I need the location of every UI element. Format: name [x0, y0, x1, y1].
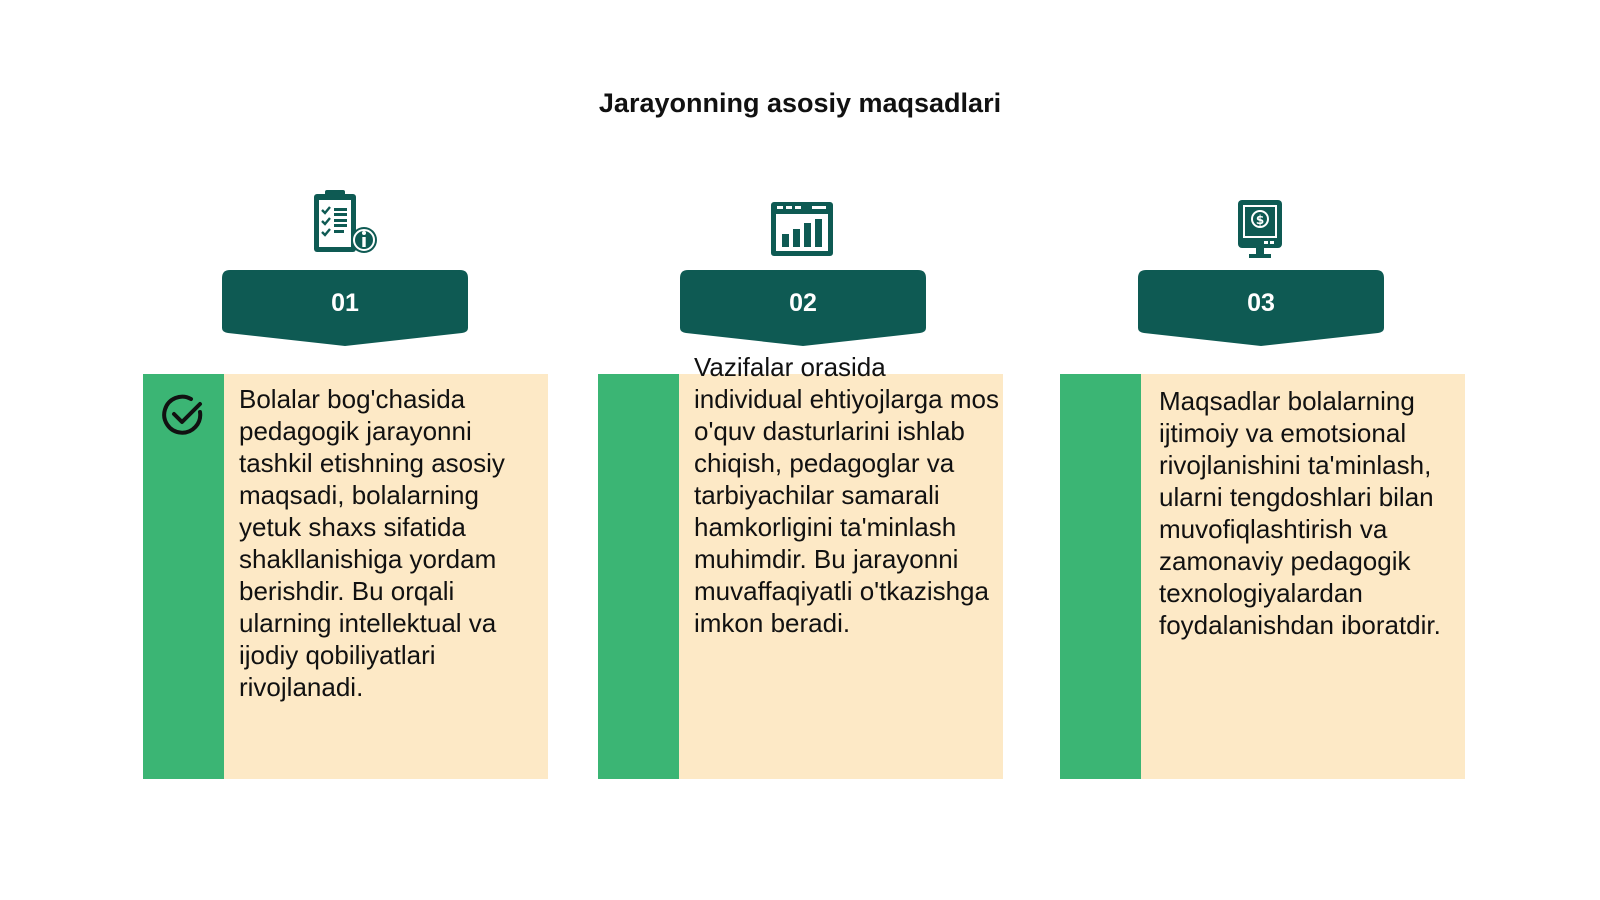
check-circle-icon	[161, 392, 207, 443]
step-badge-01	[222, 270, 468, 348]
svg-text:$: $	[1255, 213, 1265, 227]
goal-text: Maqsadlar bolalarning ijtimoiy va emotsional rivojlanishini ta'minlash, ularni tengdoshlari bilan muvofiqlashtirish va zamonaviy pedagogik texnologiyalardan foydalanishdan iboratdir.	[1159, 386, 1441, 640]
step-number: 01	[331, 289, 359, 317]
card-accent-strip	[1060, 374, 1141, 779]
monitor-dollar-icon	[1224, 192, 1296, 264]
browser-bar-chart-icon	[766, 196, 838, 268]
goal-card-02	[598, 352, 1003, 779]
page-title: Jarayonning asosiy maqsadlari	[598, 88, 1002, 118]
goal-card-03	[1060, 374, 1465, 779]
card-accent-strip	[598, 374, 679, 779]
step-badge-02	[680, 270, 926, 348]
clipboard-checklist-info-icon	[310, 188, 382, 260]
step-number: 03	[1247, 289, 1275, 317]
goal-text: Bolalar bog'chasida pedagogik jarayonni tashkil etishning asosiy maqsadi, bolalarning yetuk shaxs sifatida shakllanishiga yordam berishdir. Bu orqali ularning intellektual va ijodiy qobiliyatlari rivojlanadi.	[239, 384, 505, 702]
goal-card-01	[143, 374, 548, 779]
step-number: 02	[789, 289, 817, 317]
step-badge-03	[1138, 270, 1384, 348]
goal-text: Vazifalar orasida individual ehtiyojlarga mos o'quv dasturlarini ishlab chiqish, pedagoglar va tarbiyachilar samarali hamkorligini ta'minlash muhimdir. Bu jarayonni muvaffaqiyatli o'tkazishga imkon beradi.	[694, 352, 999, 638]
